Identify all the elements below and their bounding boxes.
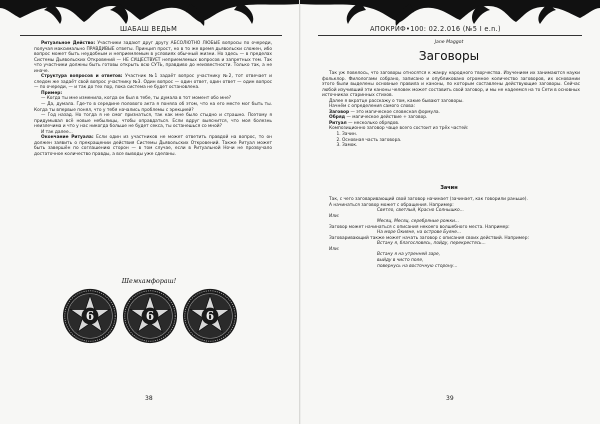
page-number-right: 39 bbox=[446, 395, 454, 402]
paragraph-text: И так далее... bbox=[41, 129, 73, 135]
verse-line: Светло, светлый, Красно Солнышко... bbox=[377, 208, 464, 214]
section-paragraph: Так, с чего заговаривающий свой заговор начинает (зачинает, как говорили раньше). bbox=[329, 197, 528, 202]
structure-list bbox=[322, 132, 580, 149]
paragraph-text: — Когда ты мне изменила, когда он был в тебе, ты думала в тот момент обо мне? bbox=[41, 96, 232, 102]
page-number-left: 38 bbox=[145, 395, 153, 402]
list-item: 1. Зачин. bbox=[342, 132, 580, 138]
verse-line: Месяц, Месяц, серебряные рожки... bbox=[377, 219, 460, 225]
ornament-left-icon bbox=[0, 0, 300, 26]
verse-line: На море Окияне, на острове Буяне... bbox=[377, 230, 462, 236]
header-rule-right bbox=[318, 35, 582, 36]
left-body-text bbox=[34, 41, 272, 157]
paragraph-text: Далее я вкратце расскажу о том, какие бывают заговоры. bbox=[329, 98, 464, 104]
paragraph-lead: Структура вопросов и ответов: bbox=[41, 74, 123, 80]
paragraph-lead: Ритуал bbox=[329, 120, 347, 126]
paragraph-text: — это магическое словесная формула. bbox=[349, 109, 440, 115]
paragraph-text: Участник №1 задаёт вопрос участнику №2, тот отвечает и следом же задаёт свой вопрос участнику №3. Один вопрос — один ответ, один ответ — один вопрос — по очереди, — и так до тех пор, пока система не будет остановлена. bbox=[34, 74, 272, 91]
caption-shemhamforash: Шемхамфораш! bbox=[121, 277, 177, 285]
paragraph-text: Начнём с определения самого слова: bbox=[329, 104, 415, 110]
right-section-text bbox=[322, 197, 580, 269]
section-heading-zachin: Зачин bbox=[440, 185, 458, 191]
article-title: Заговоры bbox=[418, 49, 480, 63]
intro-paragraph bbox=[322, 71, 580, 99]
body-paragraph bbox=[34, 113, 272, 130]
body-paragraph bbox=[34, 41, 272, 74]
paragraph-lead: Обряд bbox=[329, 115, 346, 121]
verse-line: повернусь на восточную сторону... bbox=[377, 263, 458, 269]
paragraph-text: — магическое действие + заговор. bbox=[345, 115, 428, 121]
pentagram-six-medallion-icon bbox=[182, 288, 238, 344]
paragraph-text: Участники задают друг другу АБСОЛЮТНО ЛЮБЫЕ вопросы по очереди, получая максимально ПРАВДИВЫЕ ответы. Принцип прост, но в то же время дьявольски сложен, ибо вопрос может быть неудобным и неприемлемым в условиях обычный жизни. Но здесь — в пределах Системы Дьявольских Откровений — НЕ СУЩЕСТВУЕТ неприемлемых вопросов и запретных тем. Так что участники должны быть готовы открыть всю СУТЬ, правдиво до неизвестности. Только так, а не иначе. bbox=[34, 41, 272, 74]
running-head-left: ШАБАШ ВЕДЬМ bbox=[120, 25, 178, 33]
body-paragraph bbox=[34, 102, 272, 113]
header-rule-left bbox=[20, 35, 282, 36]
paragraph-lead: Заговор bbox=[329, 109, 350, 115]
paragraph-lead: Пример: bbox=[41, 90, 63, 96]
verse-line: выйду в чисто поле, bbox=[377, 258, 424, 264]
paragraph-text: — Год назад. Но тогда я не смог признаться, так как мне было стыдно и страшно. Поэтому я придумывал всё новые небылицы, чтобы оправдаться. Если вдруг выяснится, что моя болезнь неизлечима и что у нас никогда больше не будет секса, ты останешься со мной? bbox=[34, 113, 272, 130]
running-head-right: АПОКРИФ•100: 02.2.016 (№5 I e.n.) bbox=[370, 25, 501, 33]
verse-line: Встану я, благословясь, пойду, перекрестясь... bbox=[377, 241, 486, 247]
verse-line: Встану я на утренней заре, bbox=[377, 252, 441, 258]
list-item: 2. Основная часть заговора. bbox=[342, 138, 580, 144]
right-intro-text bbox=[322, 71, 580, 149]
paragraph-text: Если один из участников не может ответить правдой на вопрос, то он должен заявить о прекращении действия Системы Дьявольских Откровений. Также Ритуал может быть завершён по соглашению сторон — в том случае, если в Ритуальной Ночи не прозвучало достаточное количество правды, а все выводы уже сделаны. bbox=[34, 135, 272, 157]
pentagram-six-medallion-icon bbox=[122, 288, 178, 344]
body-paragraph bbox=[34, 135, 272, 157]
paragraph-text: Так уж повелось, что заговоры относятся к жанру народного творчества. Изучением их занимаются науки фольклор. Филологами собрано, записано и опубликовано огромное количество заговоров, их основании этого были выделены основные правила и каноны, по которым составлены действующие заговоры. Сейчас любой изучивший эти каноны человек может составить свой заговор, и мы не надеемся на то Сети в основных источниках старинных стихов. bbox=[322, 71, 580, 99]
paragraph-text: — несколько обрядов. bbox=[346, 120, 400, 126]
paragraph-text: Композиционно заговор чаще всего состоит из трёх частей: bbox=[329, 126, 469, 132]
article-author: Jane Maggot bbox=[434, 40, 464, 45]
pentagram-six-medallion-icon bbox=[62, 288, 118, 344]
list-item: 3. Замок. bbox=[342, 143, 580, 149]
paragraph-lead: Окончание Ритуала: bbox=[41, 135, 94, 141]
section-paragraph: Заговор может начинаться с описания некоего волшебного места. Например: bbox=[329, 224, 510, 230]
section-paragraph: Или: bbox=[329, 213, 340, 219]
paragraph-text: — Да, думала. Где-то в середине полового акта я поняла об этом, что на его месте мог быть ты. Когда ты впервые понял, что у тебя начались проблемы с эрекцией? bbox=[34, 102, 272, 113]
paragraph-lead: Ритуальное Действо: bbox=[41, 41, 96, 46]
section-paragraph: Заговаривающий также может начать заговор с описания своих действий. Например: bbox=[329, 235, 529, 241]
section-paragraph: А начинаться заговор может с обращения. Например: bbox=[329, 202, 454, 208]
body-paragraph bbox=[34, 74, 272, 91]
section-paragraph: Или: bbox=[329, 246, 340, 252]
ornament-right-icon bbox=[300, 0, 600, 26]
